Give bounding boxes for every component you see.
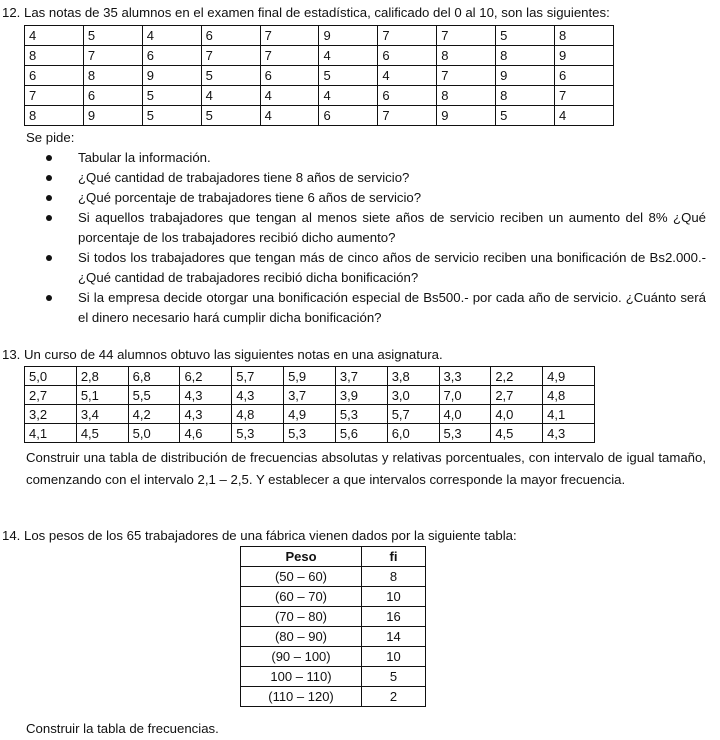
fi-cell: 10 — [362, 647, 426, 667]
question-item: ¿Qué cantidad de trabajadores tiene 8 años de servicio? — [40, 168, 706, 188]
table-cell: 5 — [142, 106, 201, 126]
table-cell: 5 — [496, 26, 555, 46]
table-cell: 5,3 — [439, 424, 491, 443]
problem-14-weights-table — [240, 546, 426, 707]
problem-13-instruction: Construir una tabla de distribución de frecuencias absolutas y relativas porcentuales, con intervalo de igual tamaño, comenzando con el intervalo 2,1 – 2,5. Y establecer a que intervalos corresponde la mayor frecuencia. — [26, 450, 706, 487]
table-cell: 5,1 — [76, 386, 128, 405]
table-cell: 4 — [142, 26, 201, 46]
peso-cell: (110 – 120) — [241, 687, 362, 707]
table-cell: 4,9 — [284, 405, 336, 424]
table-cell: 8 — [25, 46, 84, 66]
table-cell: 7 — [83, 46, 142, 66]
table-row — [25, 386, 595, 405]
table-cell: 7 — [437, 66, 496, 86]
table-cell: 7 — [378, 106, 437, 126]
question-item: Tabular la información. — [40, 148, 706, 168]
table-cell: 4,0 — [491, 405, 543, 424]
table-cell: 4 — [260, 106, 319, 126]
table-cell: 4,0 — [439, 405, 491, 424]
table-cell: 7,0 — [439, 386, 491, 405]
table-cell: 9 — [555, 46, 614, 66]
peso-cell: (70 – 80) — [241, 607, 362, 627]
table-row — [241, 667, 426, 687]
table-row — [241, 587, 426, 607]
table-cell: 4,8 — [543, 386, 595, 405]
table-cell: 5,0 — [25, 367, 77, 386]
table-cell: 7 — [378, 26, 437, 46]
table-cell: 4 — [25, 26, 84, 46]
table-cell: 4,9 — [543, 367, 595, 386]
table-cell: 9 — [83, 106, 142, 126]
table-cell: 2,8 — [76, 367, 128, 386]
table-cell: 8 — [437, 46, 496, 66]
table-cell: 4,5 — [491, 424, 543, 443]
table-cell: 5,0 — [128, 424, 180, 443]
table-cell: 7 — [437, 26, 496, 46]
table-cell: 3,0 — [387, 386, 439, 405]
table-cell: 5,3 — [284, 424, 336, 443]
bullet-icon — [46, 175, 52, 181]
peso-cell: (80 – 90) — [241, 627, 362, 647]
problem-13-heading: 13. Un curso de 44 alumnos obtuvo las siguientes notas en una asignatura. — [2, 347, 443, 362]
table-row — [25, 367, 595, 386]
table-cell: 8 — [25, 106, 84, 126]
table-cell: 6,0 — [387, 424, 439, 443]
fi-cell: 14 — [362, 627, 426, 647]
table-cell: 5,5 — [128, 386, 180, 405]
table-cell: 9 — [437, 106, 496, 126]
table-cell: 4,5 — [76, 424, 128, 443]
table-cell: 3,8 — [387, 367, 439, 386]
table-cell: 7 — [201, 46, 260, 66]
table-cell: 5 — [83, 26, 142, 46]
table-cell: 5 — [319, 66, 378, 86]
fi-cell: 8 — [362, 567, 426, 587]
table-cell: 5,7 — [387, 405, 439, 424]
table-cell: 2,2 — [491, 367, 543, 386]
fi-cell: 2 — [362, 687, 426, 707]
table-cell: 3,7 — [284, 386, 336, 405]
table-cell: 5,9 — [284, 367, 336, 386]
table-cell: 6 — [378, 46, 437, 66]
table-cell: 5,7 — [232, 367, 284, 386]
table-cell: 4,3 — [180, 405, 232, 424]
table-cell: 8 — [437, 86, 496, 106]
table-cell: 5 — [201, 106, 260, 126]
bullet-icon — [46, 195, 52, 201]
table-cell: 4 — [260, 86, 319, 106]
question-item: ¿Qué porcentaje de trabajadores tiene 6 años de servicio? — [40, 188, 706, 208]
table-cell: 8 — [83, 66, 142, 86]
question-item: Si la empresa decide otorgar una bonificación especial de Bs500.- por cada año de servicio. ¿Cuánto será el dinero necesario hará cumplir dicha bonificación? — [40, 288, 706, 328]
fi-cell: 10 — [362, 587, 426, 607]
problem-14-footer: Construir la tabla de frecuencias. — [26, 721, 219, 736]
table-row — [25, 26, 614, 46]
table-cell: 6 — [142, 46, 201, 66]
table-cell: 5 — [201, 66, 260, 86]
table-row — [25, 106, 614, 126]
table-row — [25, 66, 614, 86]
table-row — [241, 647, 426, 667]
bullet-icon — [46, 255, 52, 261]
table-cell: 5,6 — [335, 424, 387, 443]
problem-14-heading: 14. Los pesos de los 65 trabajadores de una fábrica vienen dados por la siguiente tabla: — [2, 528, 517, 543]
table-cell: 7 — [25, 86, 84, 106]
table-cell: 4 — [378, 66, 437, 86]
table-row — [25, 46, 614, 66]
table-cell: 4,2 — [128, 405, 180, 424]
table-cell: 4,1 — [543, 405, 595, 424]
table-cell: 3,7 — [335, 367, 387, 386]
question-item: Si todos los trabajadores que tengan más de cinco años de servicio reciben una bonificación de Bs2.000.- ¿Qué cantidad de trabajadores recibió dicha bonificación? — [40, 248, 706, 288]
peso-cell: (50 – 60) — [241, 567, 362, 587]
table-cell: 6 — [25, 66, 84, 86]
peso-cell: 100 – 110) — [241, 667, 362, 687]
table-cell: 4,3 — [543, 424, 595, 443]
table-cell: 6 — [83, 86, 142, 106]
table-cell: 3,2 — [25, 405, 77, 424]
table-cell: 2,7 — [491, 386, 543, 405]
table-cell: 4 — [201, 86, 260, 106]
table-cell: 9 — [496, 66, 555, 86]
table-row — [25, 86, 614, 106]
bullet-icon — [46, 155, 52, 161]
table-row — [241, 687, 426, 707]
table-cell: 5,3 — [335, 405, 387, 424]
peso-cell: (90 – 100) — [241, 647, 362, 667]
table-cell: 8 — [496, 46, 555, 66]
table-cell: 6 — [555, 66, 614, 86]
fi-cell: 16 — [362, 607, 426, 627]
column-header-fi: fi — [362, 547, 426, 567]
table-cell: 9 — [142, 66, 201, 86]
table-cell: 7 — [260, 46, 319, 66]
table-row — [25, 405, 595, 424]
table-row — [25, 424, 595, 443]
peso-cell: (60 – 70) — [241, 587, 362, 607]
table-row — [241, 567, 426, 587]
table-cell: 7 — [555, 86, 614, 106]
table-cell: 4,8 — [232, 405, 284, 424]
table-cell: 9 — [319, 26, 378, 46]
problem-13-grades-table — [24, 366, 595, 443]
table-cell: 4 — [555, 106, 614, 126]
table-cell: 3,4 — [76, 405, 128, 424]
table-cell: 6,8 — [128, 367, 180, 386]
table-cell: 2,7 — [25, 386, 77, 405]
table-cell: 6,2 — [180, 367, 232, 386]
table-cell: 4 — [319, 86, 378, 106]
problem-12-heading: 12. Las notas de 35 alumnos en el examen final de estadística, calificado del 0 al 10, son las siguientes: — [2, 5, 610, 20]
table-cell: 8 — [555, 26, 614, 46]
table-cell: 4,6 — [180, 424, 232, 443]
table-cell: 4 — [319, 46, 378, 66]
table-cell: 4,1 — [25, 424, 77, 443]
bullet-icon — [46, 215, 52, 221]
table-cell: 8 — [496, 86, 555, 106]
problem-12-questions — [40, 148, 706, 328]
table-cell: 4,3 — [180, 386, 232, 405]
table-cell: 6 — [319, 106, 378, 126]
problem-12-grades-table — [24, 25, 614, 126]
se-pide-label: Se pide: — [26, 130, 75, 145]
fi-cell: 5 — [362, 667, 426, 687]
question-item: Si aquellos trabajadores que tengan al menos siete años de servicio reciben un aumento del 8% ¿Qué porcentaje de los trabajadores recibió dicho aumento? — [40, 208, 706, 248]
table-cell: 5 — [142, 86, 201, 106]
table-cell: 6 — [260, 66, 319, 86]
table-row — [241, 627, 426, 647]
table-row — [241, 607, 426, 627]
table-cell: 7 — [260, 26, 319, 46]
table-cell: 5 — [496, 106, 555, 126]
column-header-peso: Peso — [241, 547, 362, 567]
table-cell: 6 — [201, 26, 260, 46]
table-cell: 5,3 — [232, 424, 284, 443]
bullet-icon — [46, 295, 52, 301]
table-cell: 4,3 — [232, 386, 284, 405]
table-cell: 3,3 — [439, 367, 491, 386]
table-cell: 6 — [378, 86, 437, 106]
table-cell: 3,9 — [335, 386, 387, 405]
